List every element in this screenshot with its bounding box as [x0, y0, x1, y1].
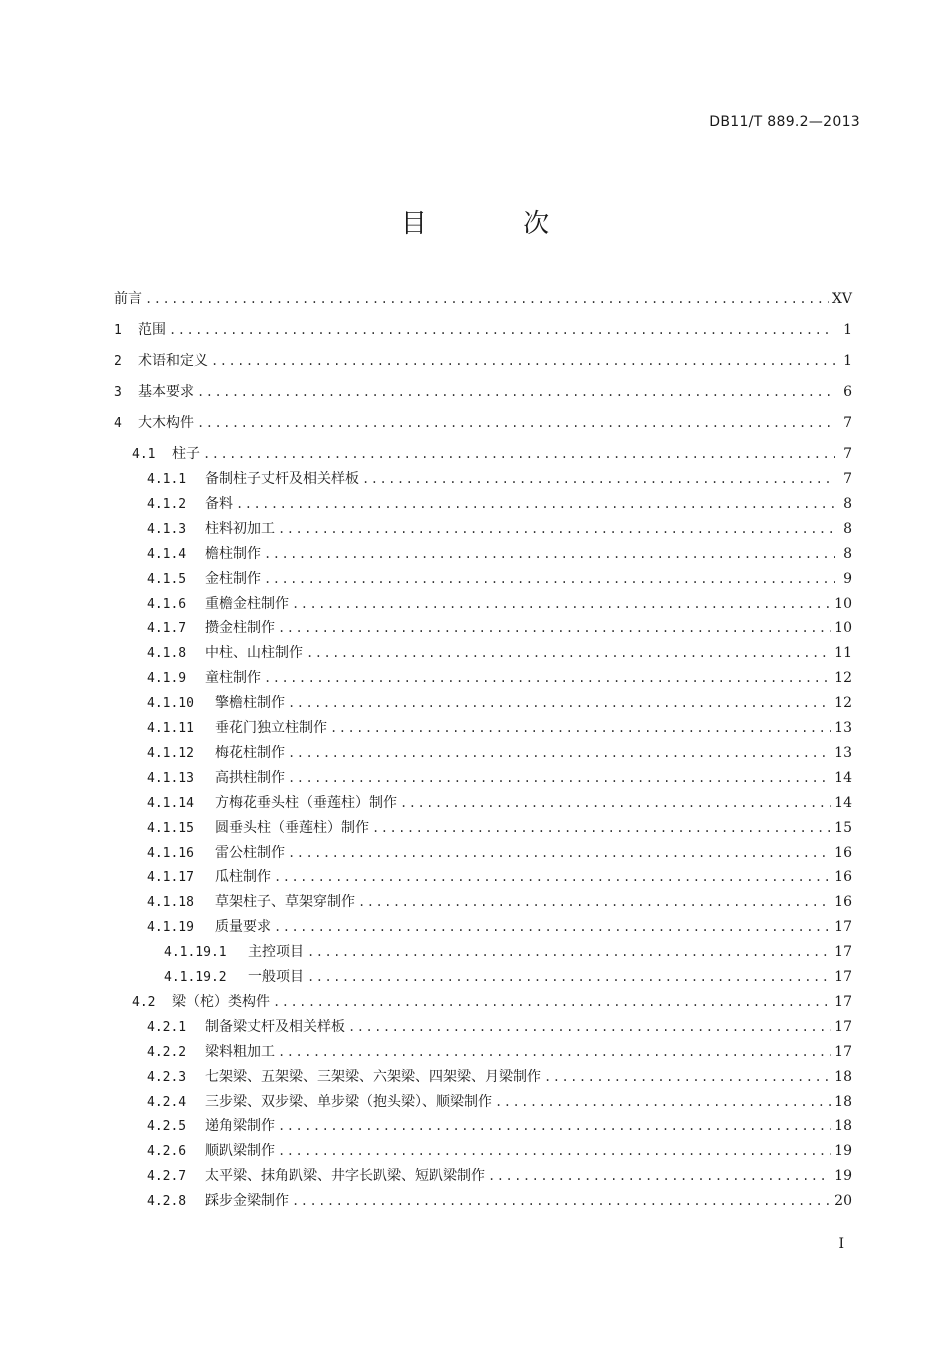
toc-entry-number: 4.2.6	[147, 1144, 187, 1160]
toc-entry-page: 7	[843, 415, 852, 431]
toc-entry[interactable]	[114, 991, 852, 1013]
toc-entry-number: 4.2.7	[147, 1169, 187, 1185]
toc-leader-dots	[211, 350, 835, 372]
toc-entry-number: 4.1.19.1	[164, 945, 227, 961]
toc-entry-page: 10	[834, 620, 852, 637]
toc-entry-label: 方梅花垂头柱（垂莲柱）制作	[215, 794, 397, 811]
toc-entry-label: 擎檐柱制作	[215, 695, 285, 712]
toc-leader-dots	[495, 1091, 831, 1113]
toc-leader-dots	[288, 692, 831, 714]
toc-entry[interactable]	[114, 792, 852, 814]
toc-leader-dots	[330, 717, 831, 739]
toc-entry-label: 草架柱子、草架穿制作	[215, 894, 355, 911]
toc-entry-label: 一般项目	[248, 969, 304, 985]
toc-entry-page: 17	[834, 1043, 852, 1060]
toc-entry-label: 三步梁、双步梁、单步梁（抱头梁）、顺梁制作	[205, 1093, 492, 1110]
toc-entry-label: 柱子	[172, 446, 200, 462]
toc-entry-page: 7	[843, 471, 852, 487]
toc-entry[interactable]	[114, 717, 852, 739]
toc-entry-label: 高拱柱制作	[215, 769, 285, 786]
toc-entry-label: 大木构件	[138, 415, 194, 431]
toc-entry-page: 11	[834, 645, 852, 662]
toc-entry-page: 18	[834, 1068, 852, 1085]
toc-entry-page: 17	[834, 919, 852, 936]
toc-entry-page: 16	[834, 844, 852, 861]
toc-entry-page: 17	[834, 969, 852, 985]
toc-entry-page: 8	[843, 520, 852, 537]
toc-entry[interactable]	[114, 412, 852, 434]
toc-leader-dots	[400, 792, 831, 814]
toc-entry-page: 12	[834, 670, 852, 687]
toc-entry-label: 备制柱子丈杆及相关样板	[205, 471, 359, 487]
toc-leader-dots	[169, 319, 835, 341]
toc-entry[interactable]	[114, 966, 852, 988]
toc-entry[interactable]	[114, 1091, 852, 1113]
toc-entry-number: 4.2.1	[147, 1019, 187, 1035]
toc-entry[interactable]	[114, 350, 852, 372]
toc-entry-label: 术语和定义	[138, 353, 208, 369]
toc-leader-dots	[264, 568, 835, 590]
toc-entry-page: XV	[831, 291, 852, 307]
toc-entry-label: 顺趴梁制作	[205, 1143, 275, 1160]
toc-entry-number: 4.2.5	[147, 1119, 187, 1135]
toc-entry[interactable]	[114, 742, 852, 764]
toc-entry[interactable]	[114, 667, 852, 689]
toc-leader-dots	[544, 1066, 831, 1088]
toc-entry-number: 4.2.3	[147, 1069, 187, 1085]
page-title: 目 次	[400, 209, 594, 239]
toc-entry-label: 垂花门独立柱制作	[215, 720, 327, 736]
toc-leader-dots	[278, 1041, 831, 1063]
toc-entry-number: 4.1.9	[147, 671, 187, 687]
toc-leader-dots	[307, 966, 831, 988]
toc-leader-dots	[288, 767, 831, 789]
toc-entry-label: 基本要求	[138, 384, 194, 400]
toc-entry-number: 4.1.3	[147, 521, 187, 537]
toc-entry-page: 16	[834, 869, 852, 886]
toc-leader-dots	[307, 941, 831, 963]
toc-entry-page: 20	[834, 1193, 852, 1210]
toc-leader-dots	[278, 518, 835, 540]
toc-entry[interactable]	[114, 593, 852, 615]
toc-entry[interactable]	[114, 1140, 852, 1162]
toc-entry[interactable]	[114, 1115, 852, 1137]
toc-entry-page: 13	[834, 744, 852, 761]
toc-entry[interactable]	[114, 642, 852, 664]
toc-entry-label: 圆垂头柱（垂莲柱）制作	[215, 819, 369, 836]
toc-leader-dots	[197, 381, 835, 403]
toc-entry-label: 备料	[205, 495, 233, 512]
toc-entry-page: 15	[834, 819, 852, 836]
toc-entry-label: 梅花柱制作	[215, 744, 285, 761]
toc-entry[interactable]	[114, 493, 852, 515]
toc-entry[interactable]	[114, 1190, 852, 1212]
toc-entry-label: 梁（柁）类构件	[172, 993, 270, 1010]
toc-leader-dots	[278, 1115, 831, 1137]
toc-entry[interactable]	[114, 1016, 852, 1038]
toc-entry-number: 4.1.5	[147, 571, 187, 587]
toc-entry-page: 7	[843, 446, 852, 462]
toc-entry-label: 柱料初加工	[205, 520, 275, 537]
toc-leader-dots	[306, 642, 831, 664]
toc-leader-dots	[264, 667, 831, 689]
toc-entry[interactable]	[114, 866, 852, 888]
toc-entry-page: 16	[834, 894, 852, 911]
toc-entry[interactable]	[114, 617, 852, 639]
toc-entry-number: 4.1.2	[147, 496, 187, 512]
toc-entry-number: 2	[114, 354, 122, 369]
toc-entry-number: 4.1	[132, 447, 156, 462]
toc-entry[interactable]	[114, 288, 852, 310]
toc-entry[interactable]	[114, 767, 852, 789]
toc-entry-number: 4.1.17	[147, 870, 194, 886]
toc-entry[interactable]	[114, 842, 852, 864]
toc-entry-page: 19	[834, 1168, 852, 1185]
toc-entry-number: 4	[114, 416, 122, 431]
toc-leader-dots	[273, 991, 831, 1013]
toc-entry-number: 4.1.4	[147, 546, 187, 562]
toc-entry[interactable]	[114, 468, 852, 490]
toc-leader-dots	[488, 1165, 831, 1187]
toc-leader-dots	[292, 593, 831, 615]
toc-leader-dots	[203, 443, 835, 465]
toc-entry-label: 踩步金梁制作	[205, 1193, 289, 1210]
toc-entry-number: 4.1.13	[147, 770, 194, 786]
toc-entry-page: 18	[834, 1093, 852, 1110]
toc-entry-number: 4.2.2	[147, 1044, 187, 1060]
toc-entry[interactable]	[114, 381, 852, 403]
toc-entry-label: 金柱制作	[205, 570, 261, 587]
toc-entry-label: 童柱制作	[205, 670, 261, 687]
toc-entry-label: 瓜柱制作	[215, 869, 271, 886]
toc-entry[interactable]	[114, 1165, 852, 1187]
toc-entry-page: 14	[834, 794, 852, 811]
toc-entry-number: 4.1.19.2	[164, 970, 227, 985]
toc-entry[interactable]	[114, 941, 852, 963]
toc-entry-number: 4.1.12	[147, 745, 194, 761]
toc-entry-label: 递角梁制作	[205, 1118, 275, 1135]
toc-leader-dots	[264, 543, 835, 565]
toc-entry-page: 17	[834, 993, 852, 1010]
toc-entry[interactable]	[114, 543, 852, 565]
toc-entry-page: 8	[843, 495, 852, 512]
toc-entry-number: 3	[114, 385, 122, 400]
toc-entry-number: 4.2	[132, 994, 156, 1010]
toc-entry-label: 梁料粗加工	[205, 1043, 275, 1060]
toc-leader-dots	[274, 866, 831, 888]
toc-leader-dots	[358, 891, 831, 913]
toc-entry-number: 4.1.10	[147, 696, 194, 712]
toc-leader-dots	[288, 842, 831, 864]
toc-entry-label: 攒金柱制作	[205, 620, 275, 637]
toc-entry-number: 4.2.8	[147, 1194, 187, 1210]
toc-entry-number: 4.1.7	[147, 621, 187, 637]
page-number: I	[838, 1236, 844, 1252]
toc-leader-dots	[362, 468, 835, 490]
toc-entry[interactable]	[114, 1041, 852, 1063]
toc-leader-dots	[292, 1190, 831, 1212]
toc-entry-label: 质量要求	[215, 919, 271, 936]
toc-entry-number: 4.1.18	[147, 895, 194, 911]
toc-entry[interactable]	[114, 1066, 852, 1088]
document-code: DB11/T 889.2—2013	[709, 114, 860, 130]
toc-leader-dots	[278, 1140, 831, 1162]
toc-leader-dots	[274, 916, 831, 938]
toc-entry-number: 4.2.4	[147, 1094, 187, 1110]
toc-entry-number: 4.1.16	[147, 845, 194, 861]
toc-entry-number: 4.1.1	[147, 472, 187, 487]
toc-leader-dots	[145, 288, 829, 310]
toc-leader-dots	[372, 817, 831, 839]
toc-entry-number: 4.1.15	[147, 820, 194, 836]
toc-entry-label: 范围	[138, 322, 166, 338]
toc-entry-number: 4.1.19	[147, 920, 194, 936]
toc-entry-label: 七架梁、五架梁、三架梁、六架梁、四架梁、月梁制作	[205, 1068, 541, 1085]
toc-entry-number: 4.1.14	[147, 795, 194, 811]
toc-entry-page: 17	[834, 1018, 852, 1035]
toc-entry-page: 9	[843, 570, 852, 587]
toc-entry-label: 雷公柱制作	[215, 844, 285, 861]
toc-entry-page: 18	[834, 1118, 852, 1135]
toc-entry[interactable]	[114, 319, 852, 341]
toc-entry-label: 制备梁丈杆及相关样板	[205, 1018, 345, 1035]
toc-leader-dots	[197, 412, 835, 434]
toc-entry-page: 13	[834, 720, 852, 736]
toc-entry-page: 10	[834, 595, 852, 612]
toc-entry-page: 19	[834, 1143, 852, 1160]
toc-entry-page: 17	[834, 944, 852, 961]
toc-entry-number: 4.1.8	[147, 646, 187, 662]
toc-entry-label: 太平梁、抹角趴梁、井字长趴梁、短趴梁制作	[205, 1168, 485, 1185]
toc-entry[interactable]	[114, 443, 852, 465]
toc-leader-dots	[348, 1016, 831, 1038]
toc-entry-page: 1	[843, 353, 852, 369]
toc-leader-dots	[236, 493, 835, 515]
toc-entry-page: 8	[843, 545, 852, 562]
toc-entry[interactable]	[114, 692, 852, 714]
toc-entry[interactable]	[114, 518, 852, 540]
toc-entry-label: 中柱、山柱制作	[205, 645, 303, 662]
toc-entry-number: 4.1.6	[147, 596, 187, 612]
toc-entry-label: 前言	[114, 291, 142, 307]
toc-entry[interactable]	[114, 916, 852, 938]
toc-entry-label: 檐柱制作	[205, 545, 261, 562]
toc-entry-number: 4.1.11	[147, 721, 194, 736]
toc-entry-page: 14	[834, 769, 852, 786]
toc-entry-page: 6	[843, 384, 852, 400]
toc-leader-dots	[288, 742, 831, 764]
toc-entry-page: 12	[834, 695, 852, 712]
toc-entry[interactable]	[114, 817, 852, 839]
toc-leader-dots	[278, 617, 831, 639]
toc-entry[interactable]	[114, 568, 852, 590]
toc-entry-number: 1	[114, 323, 122, 338]
toc-entry-page: 1	[843, 322, 852, 338]
toc-entry-label: 主控项目	[248, 944, 304, 961]
toc-entry-label: 重檐金柱制作	[205, 595, 289, 612]
toc-entry[interactable]	[114, 891, 852, 913]
